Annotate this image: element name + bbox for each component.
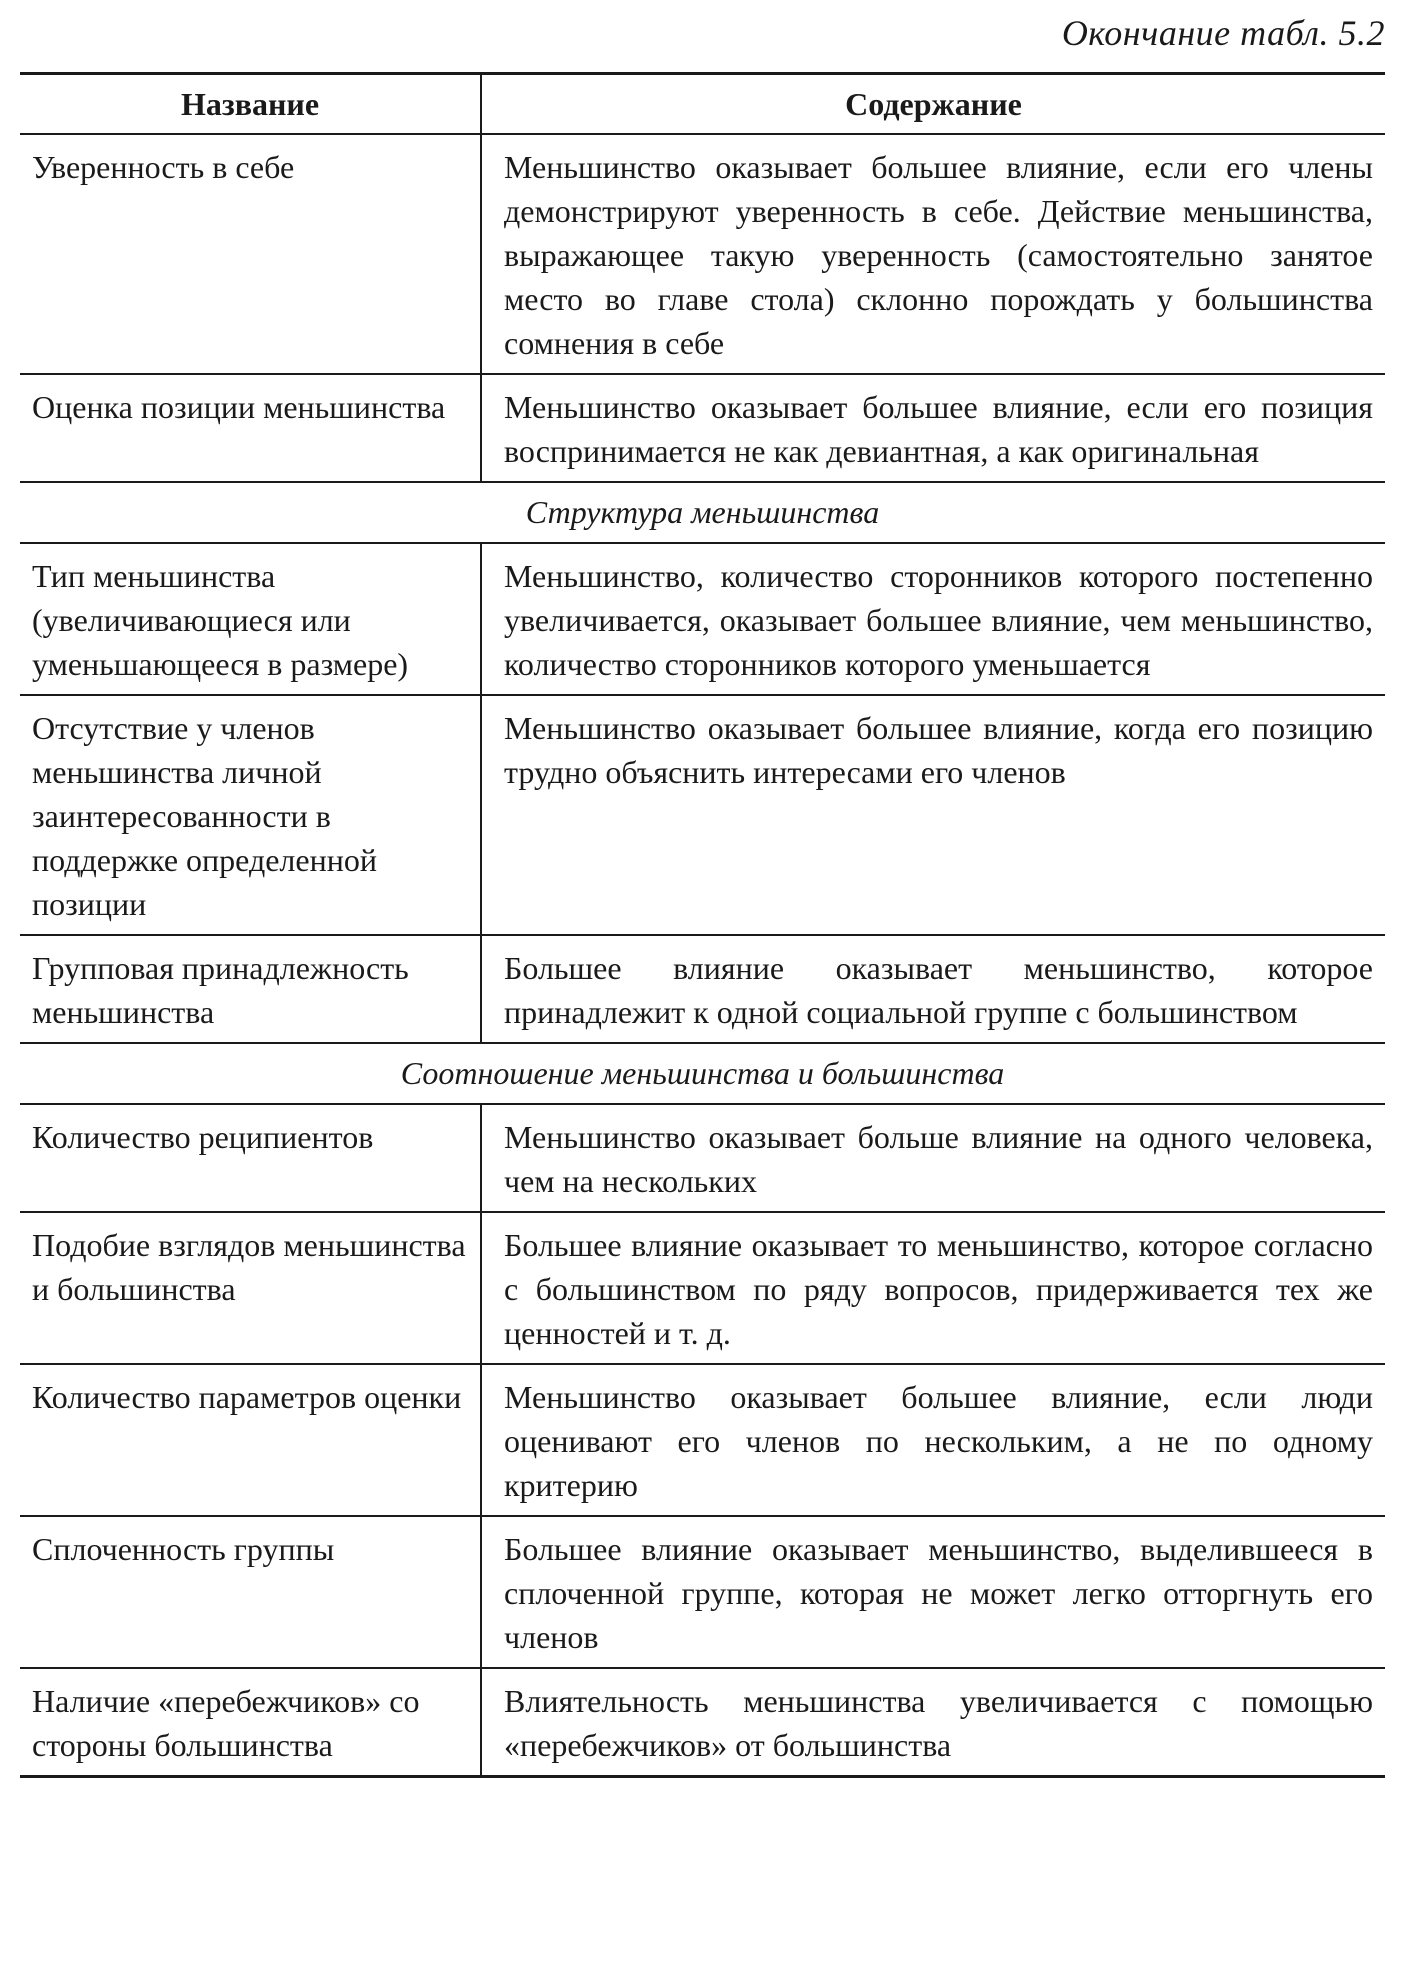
table-header xyxy=(20,74,1385,135)
table-row xyxy=(20,935,1385,1043)
header-row xyxy=(20,74,1385,135)
table-row xyxy=(20,543,1385,695)
row-name: Отсутствие у членов меньшинства личной заинтересованности в поддержке определенной позиции xyxy=(20,695,481,935)
row-name: Количество параметров оценки xyxy=(20,1364,481,1516)
section-title: Соотношение меньшинства и большинства xyxy=(20,1043,1385,1104)
table-row xyxy=(20,1668,1385,1777)
row-content: Меньшинство оказывает большее влияние, когда его позицию трудно объяснить интересами его членов xyxy=(481,695,1385,935)
data-table xyxy=(20,72,1385,1778)
table-row xyxy=(20,1516,1385,1668)
table-row xyxy=(20,1212,1385,1364)
section-title: Структура меньшинства xyxy=(20,482,1385,543)
table-row xyxy=(20,1104,1385,1212)
row-content: Влиятельность меньшинства увеличивается с помощью «перебежчиков» от большинства xyxy=(481,1668,1385,1777)
row-name: Сплоченность группы xyxy=(20,1516,481,1668)
section-row xyxy=(20,1043,1385,1104)
row-content: Меньшинство оказывает больше влияние на одного человека, чем на нескольких xyxy=(481,1104,1385,1212)
section-row xyxy=(20,482,1385,543)
table-row xyxy=(20,695,1385,935)
row-name: Тип меньшинства (увеличивающиеся или уменьшающееся в размере) xyxy=(20,543,481,695)
row-content: Меньшинство оказывает большее влияние, если его члены демонстрируют уверенность в себе. Действие меньшинства, выражающее такую уверенность (самостоятельно занятое место во главе стола) склонно порождать у большинства сомнения в себе xyxy=(481,134,1385,374)
row-content: Меньшинство оказывает большее влияние, если его позиция воспринимается не как девиантная, а как оригинальная xyxy=(481,374,1385,482)
table-row xyxy=(20,1364,1385,1516)
table-row xyxy=(20,134,1385,374)
row-name: Оценка позиции меньшинства xyxy=(20,374,481,482)
row-name: Наличие «перебежчиков» со стороны большинства xyxy=(20,1668,481,1777)
row-content: Большее влияние оказывает то меньшинство, которое согласно с большинством по ряду вопросов, придерживается тех же ценностей и т. д. xyxy=(481,1212,1385,1364)
row-content: Меньшинство оказывает большее влияние, если люди оценивают его членов по нескольким, а не по одному критерию xyxy=(481,1364,1385,1516)
table-caption: Окончание табл. 5.2 xyxy=(1061,13,1385,53)
table-row xyxy=(20,374,1385,482)
row-name: Количество реципиентов xyxy=(20,1104,481,1212)
row-name: Групповая принадлежность меньшинства xyxy=(20,935,481,1043)
row-content: Большее влияние оказывает меньшинство, выделившееся в сплоченной группе, которая не может легко отторгнуть его членов xyxy=(481,1516,1385,1668)
row-content: Меньшинство, количество сторонников которого постепенно увеличивается, оказывает большее влияние, чем меньшинство, количество сторонников которого уменьшается xyxy=(481,543,1385,695)
row-name: Уверенность в себе xyxy=(20,134,481,374)
row-name: Подобие взглядов меньшинства и большинства xyxy=(20,1212,481,1364)
table-body xyxy=(20,134,1385,1777)
header-content: Содержание xyxy=(481,74,1385,135)
header-name: Название xyxy=(20,74,481,135)
row-content: Большее влияние оказывает меньшинство, которое принадлежит к одной социальной группе с большинством xyxy=(481,935,1385,1043)
